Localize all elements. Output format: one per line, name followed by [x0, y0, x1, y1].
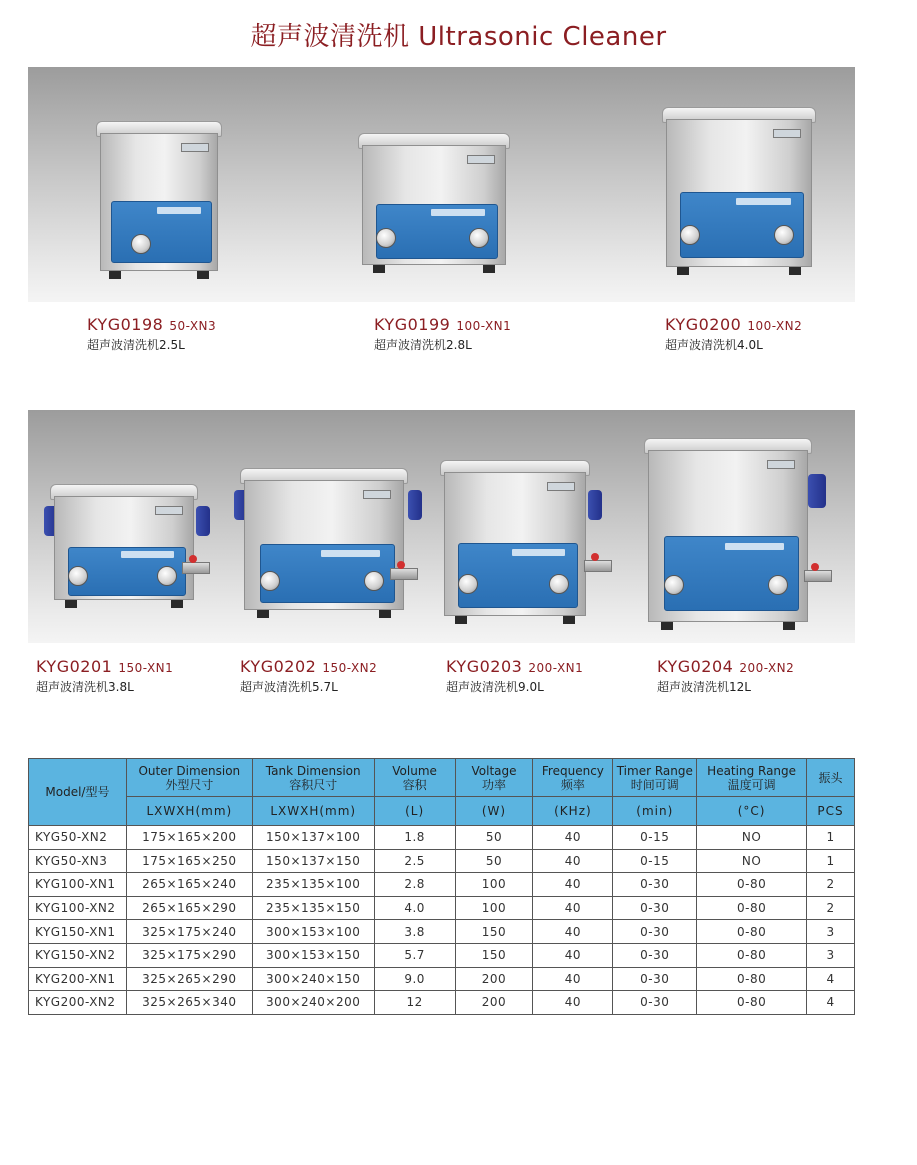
product-code: KYG0202: [240, 657, 317, 676]
cleaner-image-kyg0200: [662, 107, 816, 275]
table-cell: 200: [455, 991, 533, 1015]
product-caption: [240, 657, 377, 695]
table-cell: 100: [455, 873, 533, 897]
table-cell: KYG150-XN2: [29, 943, 127, 967]
table-cell: 175×165×200: [126, 826, 252, 850]
table-cell: 300×153×150: [252, 943, 374, 967]
product-code: KYG0200: [665, 315, 742, 334]
table-cell: 2.8: [374, 873, 455, 897]
table-cell: 12: [374, 991, 455, 1015]
table-cell: 3: [807, 943, 855, 967]
table-cell: 150×137×100: [252, 826, 374, 850]
product-code: KYG0203: [446, 657, 523, 676]
table-cell: 0-80: [697, 920, 807, 944]
table-cell: 2: [807, 896, 855, 920]
table-cell: 40: [533, 967, 613, 991]
cleaner-image-kyg0198: [96, 121, 222, 279]
product-caption: [446, 657, 583, 695]
cleaner-image-kyg0203: [440, 460, 590, 624]
product-code: KYG0199: [374, 315, 451, 334]
column-header-model: Model/型号: [29, 759, 127, 826]
table-cell: 4: [807, 967, 855, 991]
table-cell: 0-30: [613, 967, 697, 991]
product-model: 150-XN2: [322, 661, 378, 675]
table-cell: 3: [807, 920, 855, 944]
table-cell: KYG100-XN2: [29, 896, 127, 920]
table-cell: 50: [455, 826, 533, 850]
spec-table: [28, 758, 855, 1015]
column-header-outer-dimension: Outer Dimension 外型尺寸: [126, 759, 252, 797]
table-cell: 150: [455, 943, 533, 967]
table-cell: KYG150-XN1: [29, 920, 127, 944]
table-cell: 235×135×100: [252, 873, 374, 897]
table-cell: 40: [533, 991, 613, 1015]
table-cell: KYG50-XN2: [29, 826, 127, 850]
table-cell: 9.0: [374, 967, 455, 991]
product-model: 200-XN1: [528, 661, 584, 675]
table-cell: 3.8: [374, 920, 455, 944]
table-cell: 40: [533, 826, 613, 850]
table-cell: 150: [455, 920, 533, 944]
table-cell: 100: [455, 896, 533, 920]
table-row: [29, 991, 855, 1015]
table-cell: 1.8: [374, 826, 455, 850]
product-desc: 超声波清洗机12L: [657, 680, 751, 694]
product-caption: [36, 657, 173, 695]
table-cell: 4: [807, 991, 855, 1015]
unit-header: (KHz): [533, 797, 613, 826]
table-cell: 0-30: [613, 943, 697, 967]
table-cell: 0-80: [697, 873, 807, 897]
table-cell: 325×265×290: [126, 967, 252, 991]
product-model: 200-XN2: [739, 661, 795, 675]
table-cell: KYG200-XN2: [29, 991, 127, 1015]
table-cell: 150×137×150: [252, 849, 374, 873]
table-cell: 40: [533, 896, 613, 920]
product-desc: 超声波清洗机4.0L: [665, 338, 763, 352]
column-header-heating-range: Heating Range 温度可调: [697, 759, 807, 797]
table-cell: NO: [697, 849, 807, 873]
product-model: 100-XN2: [747, 319, 803, 333]
unit-header: (L): [374, 797, 455, 826]
table-cell: 0-15: [613, 826, 697, 850]
table-cell: 40: [533, 920, 613, 944]
table-cell: 40: [533, 849, 613, 873]
product-desc: 超声波清洗机3.8L: [36, 680, 134, 694]
product-photo-band-1: [28, 67, 855, 302]
product-code: KYG0204: [657, 657, 734, 676]
table-cell: 0-80: [697, 896, 807, 920]
table-cell: KYG100-XN1: [29, 873, 127, 897]
unit-header: (°C): [697, 797, 807, 826]
product-desc: 超声波清洗机2.5L: [87, 338, 185, 352]
table-cell: 0-30: [613, 991, 697, 1015]
unit-header: (min): [613, 797, 697, 826]
table-cell: 4.0: [374, 896, 455, 920]
product-photo-band-2: [28, 410, 855, 643]
table-cell: KYG200-XN1: [29, 967, 127, 991]
table-cell: 325×175×240: [126, 920, 252, 944]
table-cell: 40: [533, 873, 613, 897]
table-row: [29, 943, 855, 967]
unit-header: (W): [455, 797, 533, 826]
column-header-tank-dimension: Tank Dimension 容积尺寸: [252, 759, 374, 797]
column-header-volume: Volume 容积: [374, 759, 455, 797]
column-header-frequency: Frequency 频率: [533, 759, 613, 797]
table-row: [29, 967, 855, 991]
unit-header: LXWXH(mm): [252, 797, 374, 826]
table-cell: 0-80: [697, 991, 807, 1015]
table-cell: 40: [533, 943, 613, 967]
table-cell: 50: [455, 849, 533, 873]
product-model: 150-XN1: [118, 661, 174, 675]
table-cell: 5.7: [374, 943, 455, 967]
table-row: [29, 826, 855, 850]
cleaner-image-kyg0204: [644, 438, 812, 630]
table-cell: 325×265×340: [126, 991, 252, 1015]
product-model: 50-XN3: [169, 319, 217, 333]
table-cell: NO: [697, 826, 807, 850]
table-cell: 235×135×150: [252, 896, 374, 920]
table-cell: 325×175×290: [126, 943, 252, 967]
table-cell: 300×153×100: [252, 920, 374, 944]
table-cell: 1: [807, 849, 855, 873]
table-cell: 265×165×290: [126, 896, 252, 920]
cleaner-image-kyg0199: [358, 133, 510, 273]
table-row: [29, 920, 855, 944]
product-desc: 超声波清洗机5.7L: [240, 680, 338, 694]
table-cell: 200: [455, 967, 533, 991]
table-cell: KYG50-XN3: [29, 849, 127, 873]
table-cell: 265×165×240: [126, 873, 252, 897]
product-code: KYG0201: [36, 657, 113, 676]
column-header-timer-range: Timer Range 时间可调: [613, 759, 697, 797]
column-header-voltage: Voltage 功率: [455, 759, 533, 797]
product-caption: [665, 315, 802, 353]
table-cell: 0-30: [613, 873, 697, 897]
page-title: 超声波清洗机 Ultrasonic Cleaner: [250, 22, 667, 52]
table-row: [29, 896, 855, 920]
table-cell: 300×240×200: [252, 991, 374, 1015]
table-cell: 0-30: [613, 920, 697, 944]
cleaner-image-kyg0202: [240, 468, 408, 618]
product-desc: 超声波清洗机2.8L: [374, 338, 472, 352]
product-desc: 超声波清洗机9.0L: [446, 680, 544, 694]
table-cell: 0-80: [697, 943, 807, 967]
product-code: KYG0198: [87, 315, 164, 334]
table-cell: 1: [807, 826, 855, 850]
table-cell: 2: [807, 873, 855, 897]
table-cell: 0-80: [697, 967, 807, 991]
table-row: [29, 873, 855, 897]
product-model: 100-XN1: [456, 319, 512, 333]
product-caption: [374, 315, 511, 353]
column-header-transducers: 振头: [807, 759, 855, 797]
table-cell: 0-30: [613, 896, 697, 920]
table-row: [29, 849, 855, 873]
product-caption: [87, 315, 216, 353]
cleaner-image-kyg0201: [50, 484, 198, 608]
table-cell: 0-15: [613, 849, 697, 873]
product-caption: [657, 657, 794, 695]
unit-header: LXWXH(mm): [126, 797, 252, 826]
unit-header: PCS: [807, 797, 855, 826]
table-cell: 300×240×150: [252, 967, 374, 991]
table-cell: 2.5: [374, 849, 455, 873]
table-cell: 175×165×250: [126, 849, 252, 873]
